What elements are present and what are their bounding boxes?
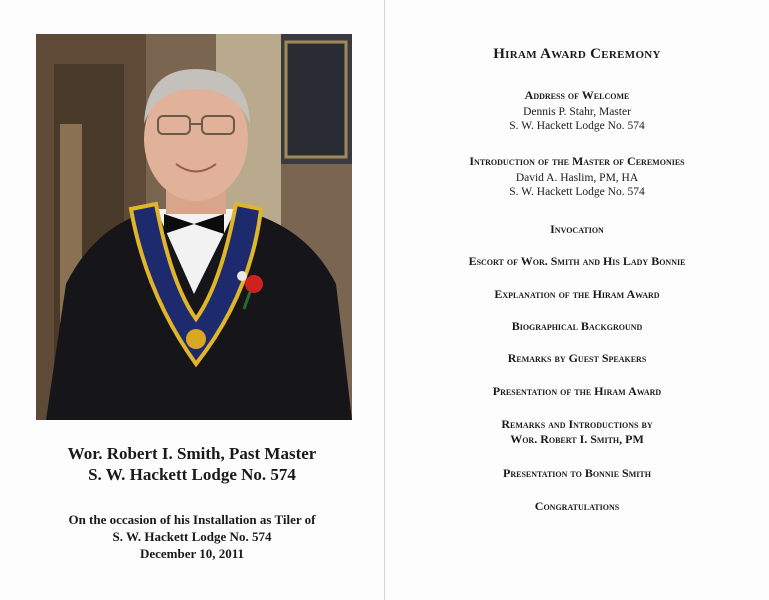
program-item-biography: Biographical Background [511,319,643,333]
program-item-welcome-sub-2: S. W. Hackett Lodge No. 574 [509,120,645,132]
program-item-introduction-sub-1: David A. Haslim, PM, HA [515,172,639,184]
program-item-explanation: Explanation of the Hiram Award [494,287,660,301]
program-item-remarks-intro-line-2: Wor. Robert I. Smith, PM [510,432,644,446]
program-item-introduction: Introduction of the Master of Ceremonies [469,154,685,168]
program-item-introduction-sub-2: S. W. Hackett Lodge No. 574 [509,186,645,198]
program-item-escort: Escort of Wor. Smith and His Lady Bonnie [468,254,686,268]
occasion-line-2: S. W. Hackett Lodge No. 574 [112,529,272,544]
program-item-congratulations: Congratulations [534,499,620,513]
occasion-line-1: On the occasion of his Installation as Tiler of [68,512,316,527]
honoree-name: Wor. Robert I. Smith, Past Master [67,444,317,463]
program-item-presentation: Presentation of the Hiram Award [492,384,662,398]
program-item-welcome-sub-1: Dennis P. Stahr, Master [523,106,631,118]
program-item-presentation-bonnie: Presentation to Bonnie Smith [503,466,651,480]
program-item-remarks-guests: Remarks by Guest Speakers [507,351,647,365]
program-item-welcome: Address of Welcome [524,88,630,102]
program-title: Hiram Award Ceremony [493,46,661,62]
honoree-lodge: S. W. Hackett Lodge No. 574 [88,465,296,484]
occasion-date: December 10, 2011 [139,546,245,561]
left-page [0,0,384,600]
right-page [385,0,769,600]
portrait-photo [36,34,352,420]
program-item-invocation: Invocation [550,222,604,236]
program-item-remarks-intro: Remarks and Introductions by [501,417,653,431]
